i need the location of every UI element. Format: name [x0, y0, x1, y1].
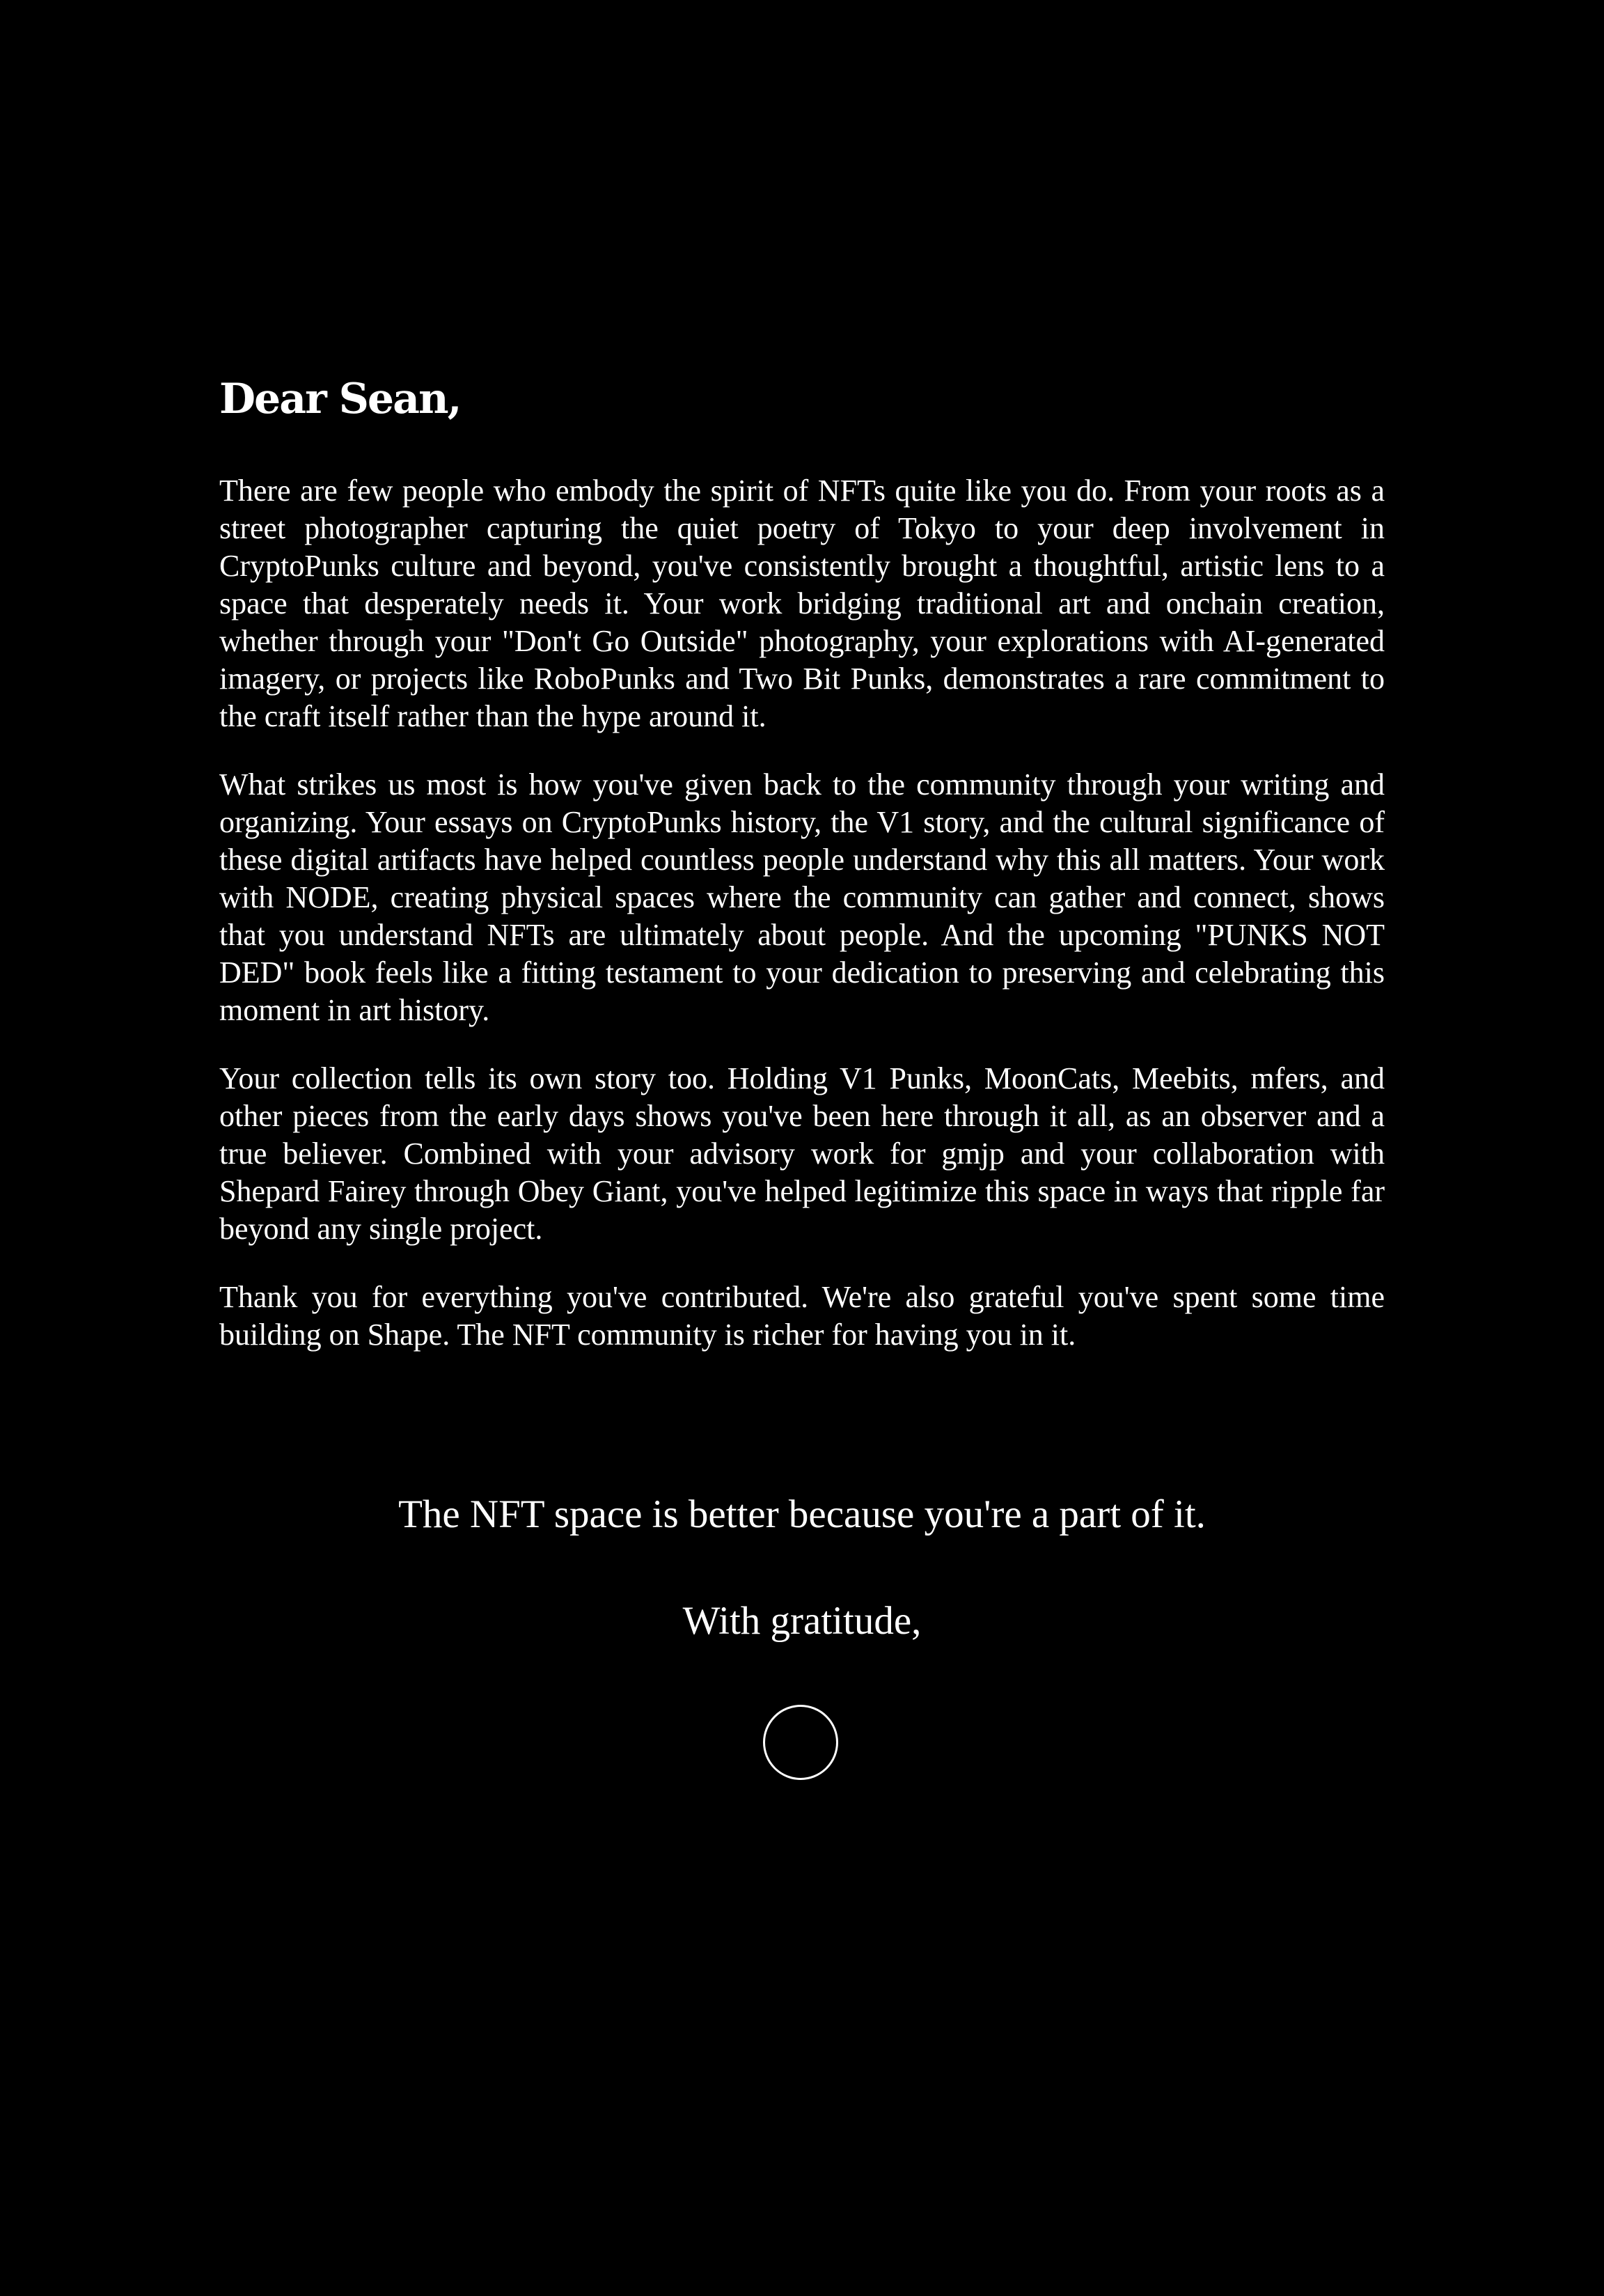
letter-paragraph-3: Your collection tells its own story too. Holding V1 Punks, MoonCats, Meebits, mfers, and other pieces from the early days shows you've been here through it all, as an observer and a true believer. Combined with your advisory work for gmjp and your collaboration with Shepard Fairey through Obey Giant, you've helped legitimize this space in ways that ripple far beyond any single project.	[219, 1061, 1385, 1246]
letter-body	[219, 368, 1385, 1384]
closing-line: The NFT space is better because you're a part of it.	[398, 1492, 1206, 1536]
signature-circle-icon	[763, 1705, 838, 1780]
letter-paragraph-2: What strikes us most is how you've given back to the community through your writing and organizing. Your essays on CryptoPunks history, the V1 story, and the cultural significance of these digital artifacts have helped countless people understand why this all matters. Your work with NODE, creating physical spaces where the community can gather and connect, shows that you understand NFTs are ultimately about people. And the upcoming "PUNKS NOT DED" book feels like a fitting testament to your dedication to preserving and celebrating this moment in art history.	[219, 767, 1385, 1027]
letter-paragraph-1: There are few people who embody the spirit of NFTs quite like you do. From your roots as a street photographer capturing the quiet poetry of Tokyo to your deep involvement in CryptoPunks culture and beyond, you've consistently brought a thoughtful, artistic lens to a space that desperately needs it. Your work bridging traditional art and onchain creation, whether through your "Don't Go Outside" photography, your explorations with AI-generated imagery, or projects like RoboPunks and Two Bit Punks, demonstrates a rare commitment to the craft itself rather than the hype around it.	[219, 474, 1385, 733]
salutation: Dear Sean,	[219, 375, 461, 423]
letter-paragraph-4: Thank you for everything you've contributed. We're also grateful you've spent some time building on Shape. The NFT community is richer for having you in it.	[219, 1280, 1385, 1352]
valediction: With gratitude,	[682, 1599, 922, 1643]
